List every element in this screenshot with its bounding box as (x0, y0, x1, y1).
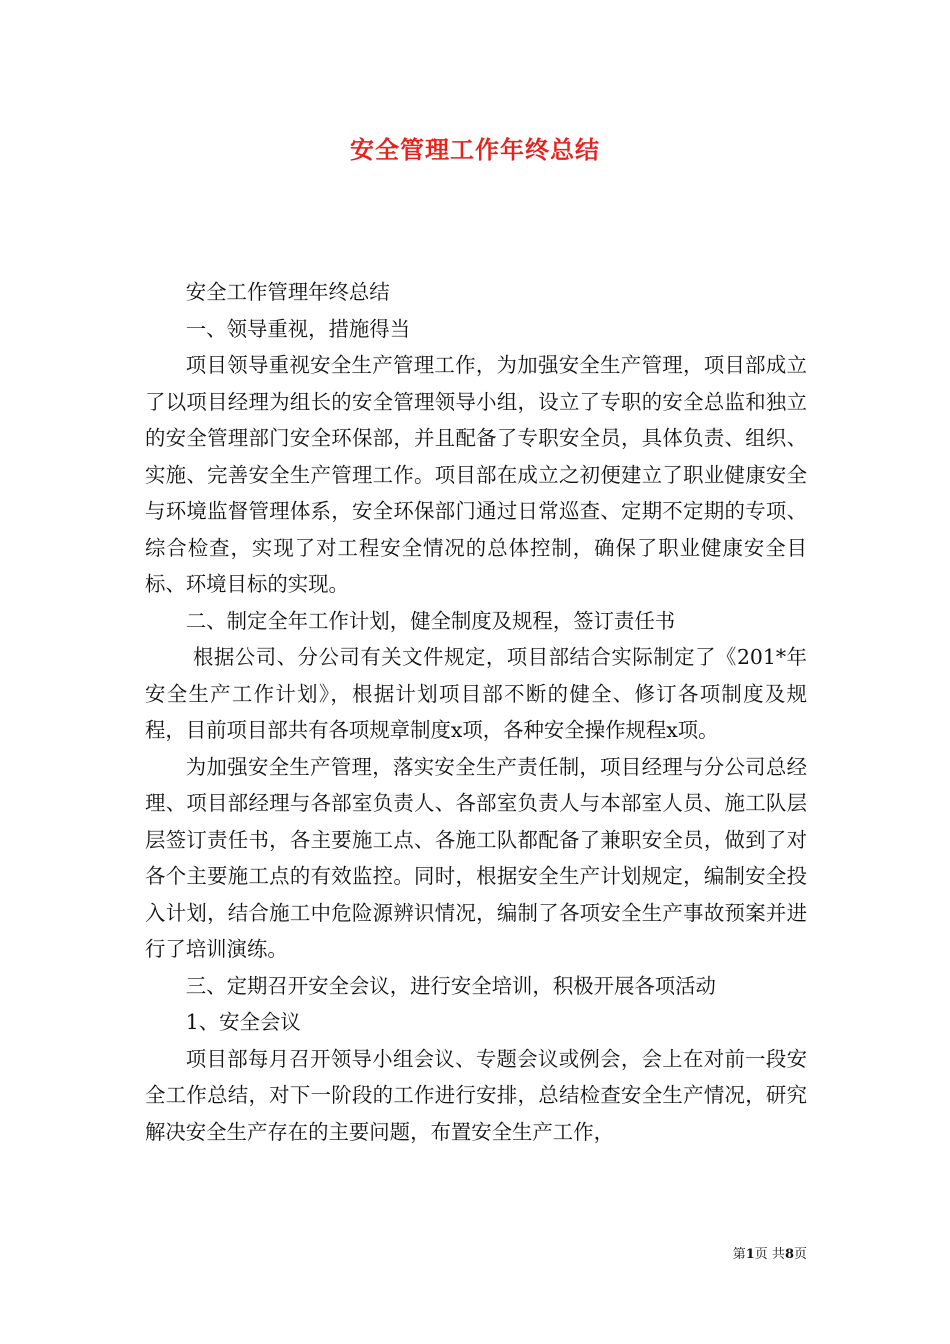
paragraph: 根据公司、分公司有关文件规定，项目部结合实际制定了《201*年安全生产工作计划》，根据计划项目部不断的健全、修订各项制度及规程，目前项目部共有各项规章制度x项，各种安全操作规程x项。 (145, 645, 807, 742)
section-heading-1: 一、领导重视，措施得当 (185, 316, 411, 341)
section-heading-3: 三、定期召开安全会议，进行安全培训，积极开展各项活动 (185, 973, 716, 998)
paragraph: 项目领导重视安全生产管理工作，为加强安全生产管理，项目部成立了以项目经理为组长的安全管理领导小组，设立了专职的安全总监和独立的安全管理部门安全环保部，并且配备了专职安全员，具体负责、组织、实施、完善安全生产管理工作。项目部在成立之初便建立了职业健康安全与环境监督管理体系，安全环保部门通过日常巡查、定期不定期的专项、综合检查，实现了对工程安全情况的总体控制，确保了职业健康安全目标、环境目标的实现。 (145, 353, 807, 596)
document-body (145, 274, 807, 1150)
footer-suffix: 页 (793, 1247, 807, 1262)
total-pages-number: 8 (784, 1247, 794, 1262)
paragraph: 为加强安全生产管理，落实安全生产责任制，项目经理与分公司总经理、项目部经理与各部室负责人、各部室负责人与本部室人员、施工队层层签订责任书，各主要施工点、各施工队都配备了兼职安全员，做到了对各个主要施工点的有效监控。同时，根据安全生产计划规定，编制安全投入计划，结合施工中危险源辨识情况，编制了各项安全生产事故预案并进行了培训演练。 (145, 754, 807, 961)
paragraph: 项目部每月召开领导小组会议、专题会议或例会，会上在对前一段安全工作总结，对下一阶段的工作进行安排，总结检查安全生产情况，研究解决安全生产存在的主要问题，布置安全生产工作， (145, 1046, 807, 1144)
section-heading-2: 二、制定全年工作计划，健全制度及规程，签订责任书 (185, 608, 676, 633)
subsection-heading: 1、安全会议 (185, 1010, 301, 1034)
current-page-number: 1 (745, 1247, 755, 1262)
document-title: 安全管理工作年终总结 (350, 135, 600, 164)
footer-prefix: 第 (732, 1247, 746, 1262)
paragraph-subtitle: 安全工作管理年终总结 (185, 280, 390, 304)
page-footer (733, 1246, 807, 1264)
footer-middle: 页 共 (754, 1247, 785, 1262)
